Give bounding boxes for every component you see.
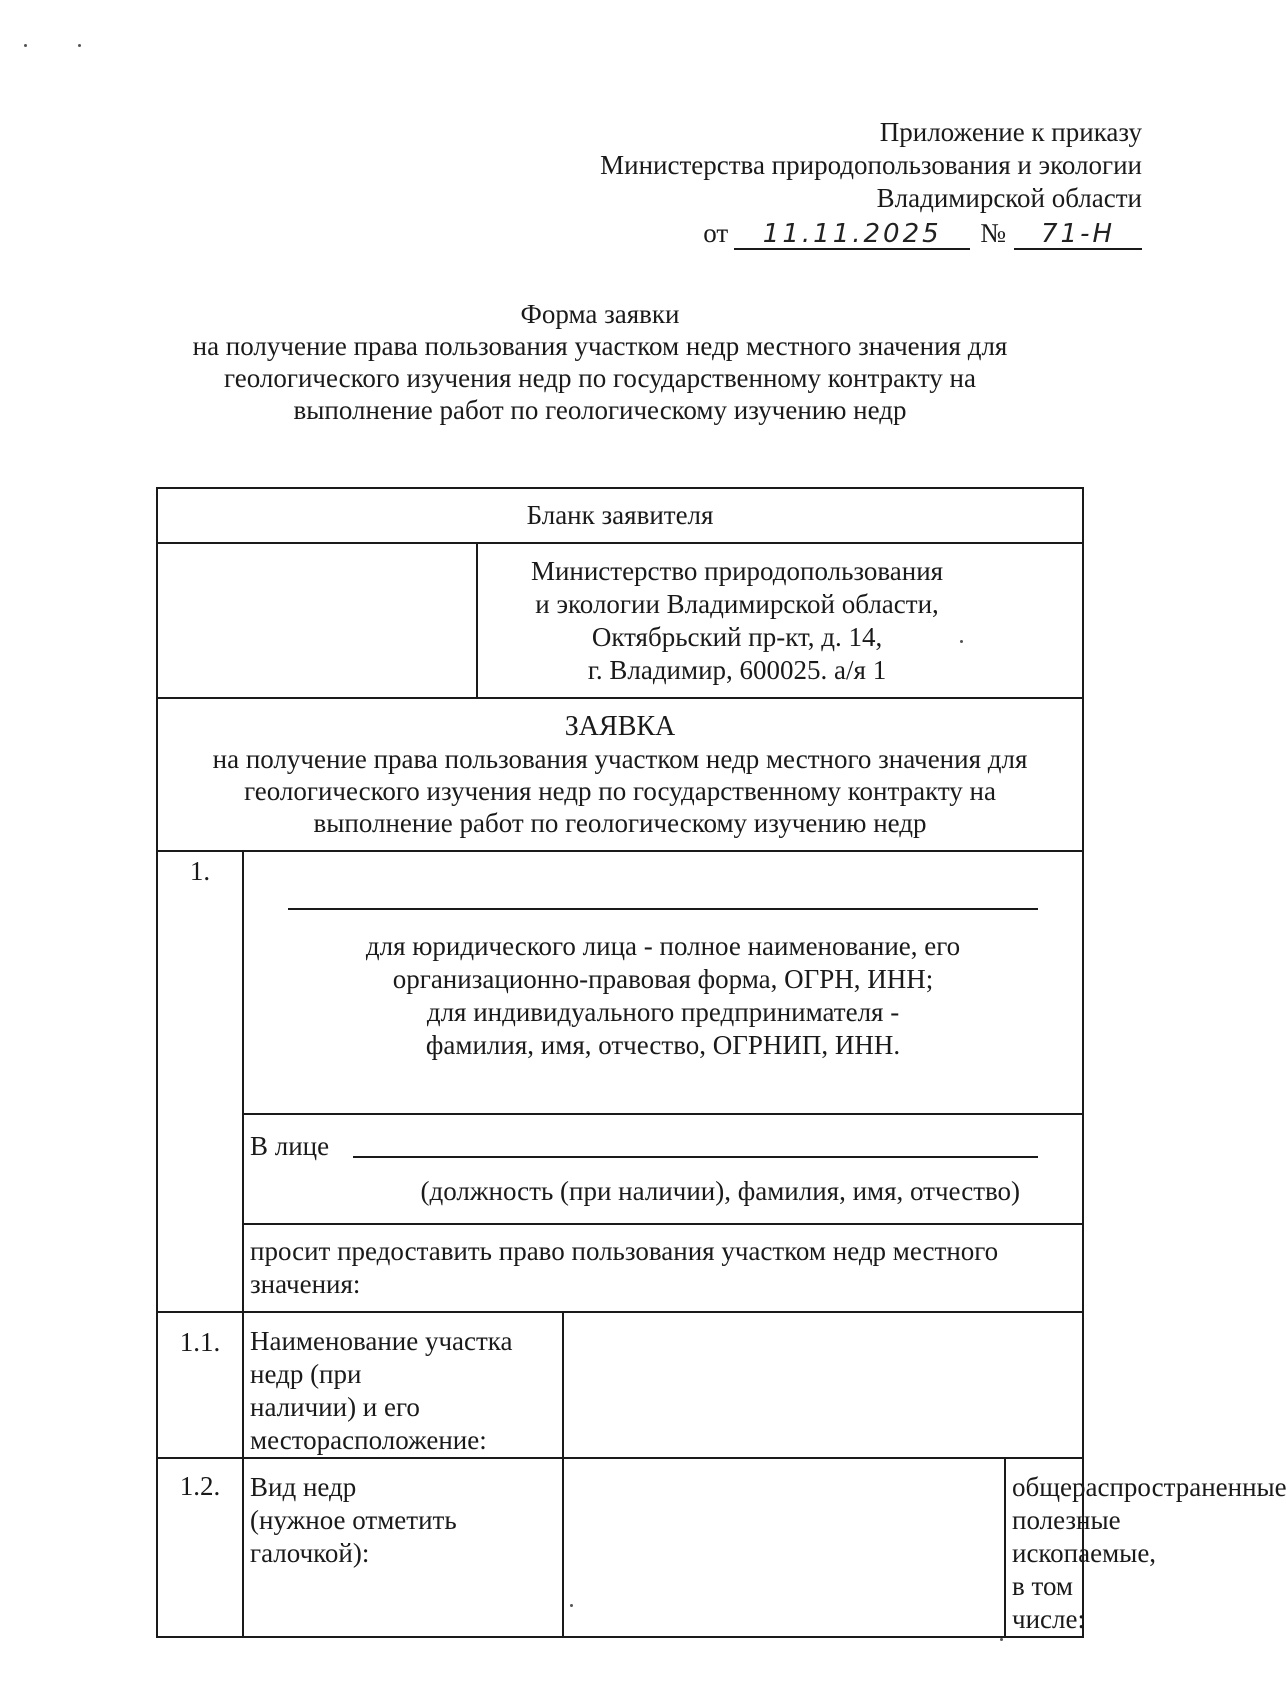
appendix-reference	[600, 116, 1142, 250]
order-date-number-line	[600, 217, 1142, 250]
recipient-line: г. Владимир, 600025. а/я 1	[587, 654, 887, 685]
scan-speck	[1000, 1638, 1003, 1641]
table-row	[157, 488, 1083, 543]
recipient-line: Министерство природопользования	[530, 555, 944, 586]
applicant-name-cell	[243, 851, 1083, 1114]
label-line: наличии) и его	[250, 1392, 420, 1422]
request-line: просит предоставить право пользования участком недр местного	[250, 1236, 999, 1266]
option-line: общераспространенные	[1012, 1472, 1287, 1502]
representative-cell	[243, 1114, 1083, 1224]
handwritten-order-date: 11.11.2025	[734, 220, 970, 250]
label-line: (нужное отметить галочкой):	[250, 1505, 457, 1568]
appendix-line: Владимирской области	[876, 183, 1142, 213]
label-line: Наименование участка недр (при	[250, 1326, 513, 1389]
application-subtitle-line: геологического изучения недр по государственному контракту на	[244, 775, 996, 806]
form-subtitle-line: геологического изучения недр по государственному контракту на	[224, 363, 976, 393]
representative-label: В лице	[250, 1131, 330, 1161]
applicant-name-hint	[244, 930, 1082, 1062]
recipient-address	[477, 543, 1083, 698]
applicant-name-field[interactable]	[288, 908, 1038, 910]
hint-line: для индивидуального предпринимателя -	[426, 997, 900, 1027]
request-line: значения:	[250, 1269, 361, 1299]
form-title	[120, 298, 1080, 426]
row-number-1: 1.	[157, 851, 243, 1312]
application-title-block	[157, 698, 1083, 851]
application-title: ЗАЯВКА	[564, 710, 676, 742]
appendix-line: Приложение к приказу	[879, 117, 1142, 147]
letterhead-blank-cell	[157, 543, 477, 698]
table-row	[157, 1458, 1083, 1637]
representative-field[interactable]	[353, 1156, 1038, 1158]
date-prefix: от	[703, 218, 729, 248]
table-row	[157, 1312, 1083, 1458]
label-line: месторасположение:	[250, 1425, 487, 1455]
scan-speck	[78, 44, 81, 47]
site-name-label	[243, 1312, 563, 1458]
recipient-line: и экологии Владимирской области,	[535, 588, 939, 619]
option-line: полезные ископаемые,	[1012, 1505, 1157, 1568]
representative-hint: (должность (при наличии), фамилия, имя, отчество)	[420, 1176, 1021, 1206]
applicant-letterhead-header: Бланк заявителя	[157, 488, 1083, 543]
application-subtitle-line: на получение права пользования участком недр местного значения для	[212, 743, 1028, 774]
table-row	[157, 1224, 1083, 1312]
scan-speck	[24, 44, 27, 47]
table-row	[157, 698, 1083, 851]
row-number-1-1: 1.1.	[157, 1312, 243, 1458]
handwritten-order-number: 71-Н	[1014, 220, 1142, 250]
subsoil-type-checkbox-cell[interactable]	[563, 1458, 1005, 1637]
application-form-table	[156, 487, 1287, 1638]
subsoil-type-option	[1005, 1458, 1287, 1637]
form-subtitle-line: на получение права пользования участком недр местного значения для	[192, 331, 1008, 361]
number-prefix: №	[980, 218, 1006, 248]
option-line: в том числе:	[1012, 1571, 1085, 1634]
application-subtitle-line: выполнение работ по геологическому изучению недр	[313, 807, 927, 838]
appendix-line: Министерства природопользования и экологии	[600, 150, 1142, 180]
request-text	[243, 1224, 1083, 1312]
hint-line: организационно-правовая форма, ОГРН, ИНН;	[392, 964, 934, 994]
subsoil-type-label	[243, 1458, 563, 1637]
form-subtitle-line: выполнение работ по геологическому изучению недр	[293, 395, 907, 425]
table-row	[157, 851, 1083, 1114]
table-row	[157, 543, 1083, 698]
hint-line: фамилия, имя, отчество, ОГРНИП, ИНН.	[425, 1030, 901, 1060]
table-row	[157, 1114, 1083, 1224]
hint-line: для юридического лица - полное наименование, его	[365, 931, 961, 961]
site-name-field[interactable]	[563, 1312, 1083, 1458]
label-line: Вид недр	[250, 1472, 357, 1502]
form-heading: Форма заявки	[520, 299, 680, 329]
row-number-1-2: 1.2.	[157, 1458, 243, 1637]
representative-row	[244, 1115, 1082, 1162]
recipient-line: Октябрьский пр-кт, д. 14,	[591, 621, 883, 652]
